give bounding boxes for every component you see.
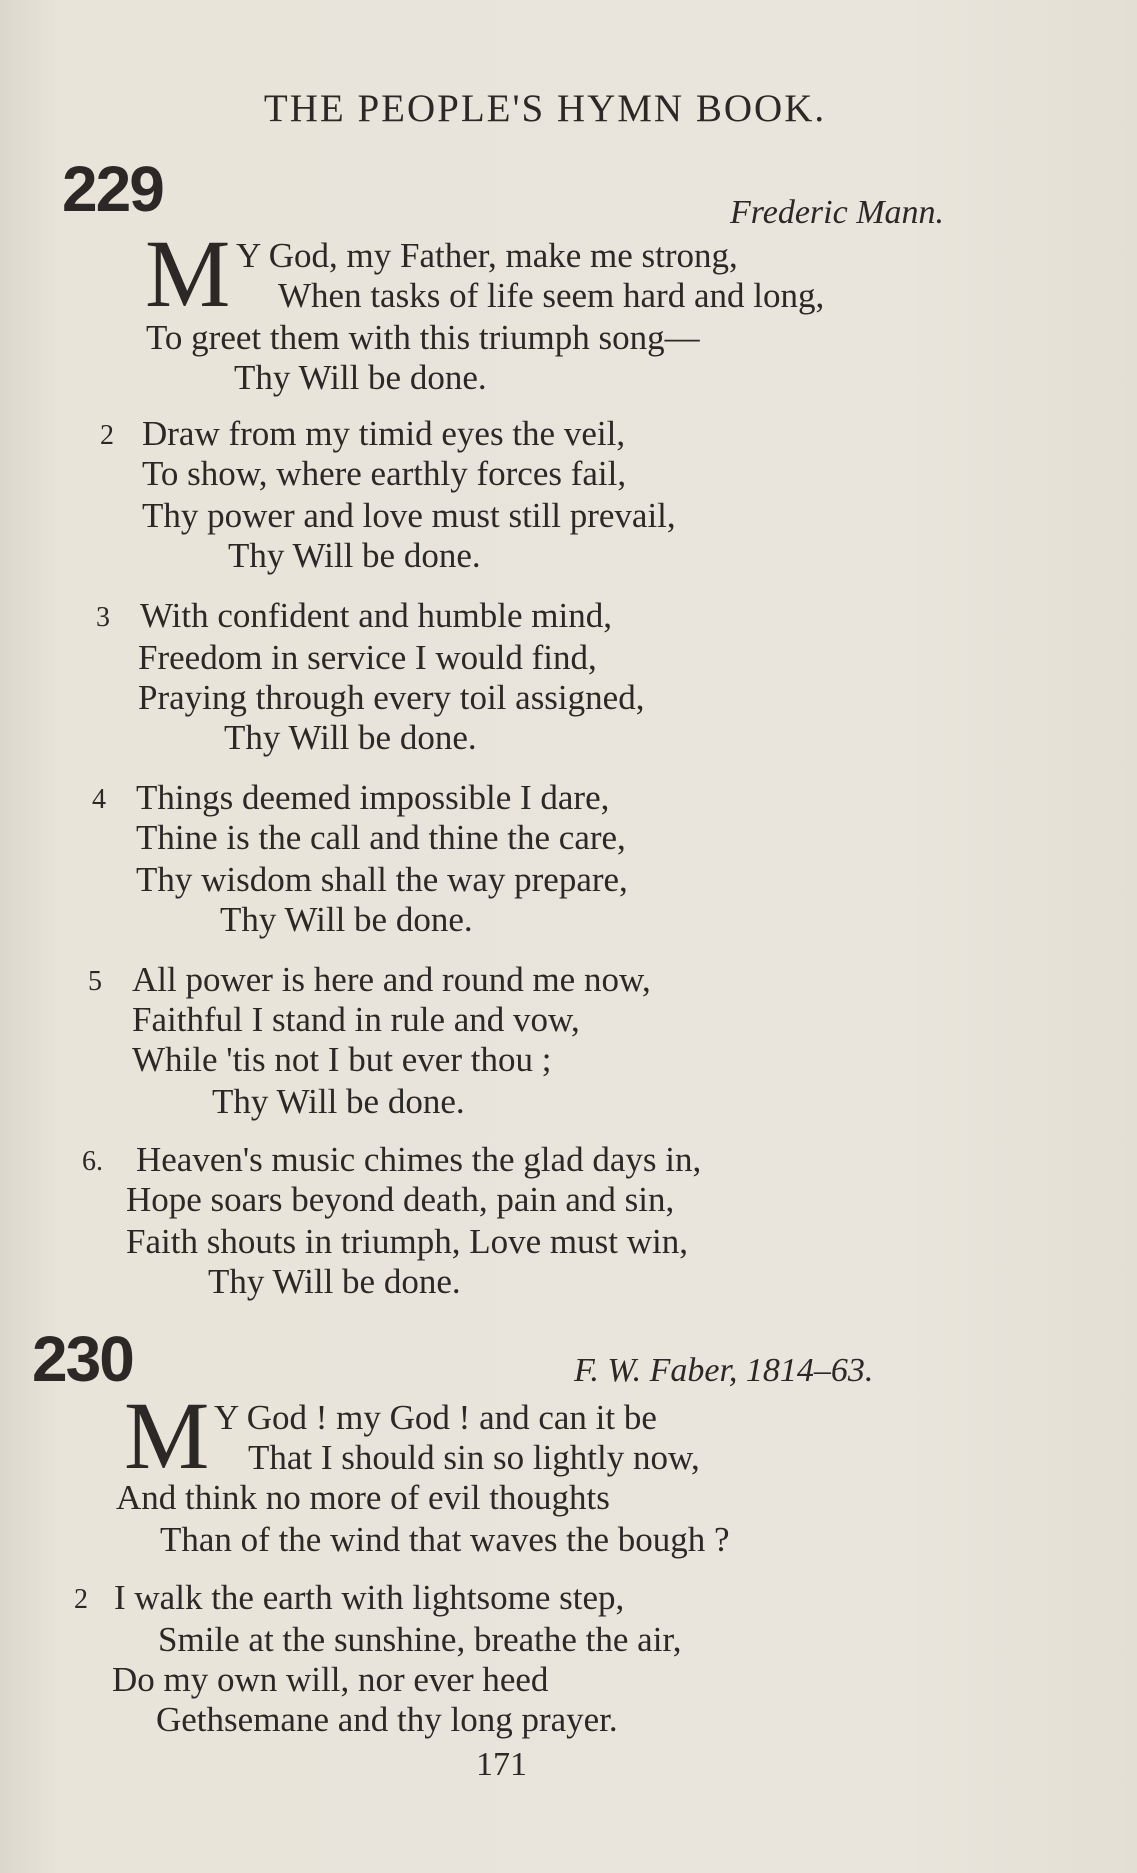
hymn-line: Gethsemane and thy long prayer. — [156, 1700, 618, 1739]
hymn-line: Thy Will be done. — [220, 900, 473, 939]
drop-cap: M — [124, 1382, 210, 1489]
hymn-line: Y God ! my God ! and can it be — [214, 1398, 657, 1437]
hymn-line: Thine is the call and thine the care, — [136, 818, 626, 857]
verse-number: 2 — [74, 1584, 88, 1615]
hymn-line: Praying through every toil assigned, — [138, 678, 645, 717]
hymn-line: When tasks of life seem hard and long, — [278, 276, 825, 315]
verse-number: 3 — [96, 602, 110, 633]
hymn-line: I walk the earth with lightsome step, — [114, 1578, 625, 1617]
hymn-line: And think no more of evil thoughts — [116, 1478, 610, 1517]
hymn-line: Things deemed impossible I dare, — [136, 778, 610, 817]
hymn-line: With confident and humble mind, — [140, 596, 612, 635]
page-number: 171 — [476, 1746, 527, 1783]
hymn-line: Heaven's music chimes the glad days in, — [136, 1140, 702, 1179]
hymn-line: Thy Will be done. — [208, 1262, 461, 1301]
verse-number: 2 — [100, 420, 114, 451]
hymn-line: Do my own will, nor ever heed — [112, 1660, 549, 1699]
hymn-author: Frederic Mann. — [730, 194, 945, 231]
hymn-author: F. W. Faber, 1814–63. — [574, 1352, 874, 1389]
running-header: THE PEOPLE'S HYMN BOOK. — [263, 87, 827, 130]
hymn-line: Draw from my timid eyes the veil, — [142, 414, 626, 453]
hymn-number: 229 — [62, 153, 163, 225]
hymn-line: That I should sin so lightly now, — [248, 1438, 700, 1477]
hymn-line: Thy Will be done. — [234, 358, 487, 397]
hymn-line: To greet them with this triumph song— — [146, 318, 700, 357]
hymn-line: Thy Will be done. — [228, 536, 481, 575]
hymn-line: Freedom in service I would find, — [138, 638, 597, 677]
hymn-line: Y God, my Father, make me strong, — [236, 236, 738, 275]
hymn-line: Faith shouts in triumph, Love must win, — [126, 1222, 688, 1261]
hymn-line: Faithful I stand in rule and vow, — [132, 1000, 580, 1039]
hymn-number: 230 — [32, 1323, 133, 1395]
hymn-line: Thy wisdom shall the way prepare, — [136, 860, 628, 899]
hymn-line: All power is here and round me now, — [132, 960, 651, 999]
hymn-line: To show, where earthly forces fail, — [142, 454, 627, 493]
drop-cap: M — [145, 220, 231, 327]
hymn-line: Hope soars beyond death, pain and sin, — [126, 1180, 675, 1219]
hymn-line: Thy Will be done. — [212, 1082, 465, 1121]
hymn-line: Thy power and love must still prevail, — [142, 496, 676, 535]
verse-number: 6. — [82, 1146, 103, 1177]
hymn-line: Thy Will be done. — [224, 718, 477, 757]
hymn-line: Smile at the sunshine, breathe the air, — [158, 1620, 682, 1659]
hymn-line: While 'tis not I but ever thou ; — [132, 1040, 552, 1079]
verse-number: 4 — [92, 784, 106, 815]
verse-number: 5 — [88, 966, 102, 997]
hymn-line: Than of the wind that waves the bough ? — [160, 1520, 730, 1559]
